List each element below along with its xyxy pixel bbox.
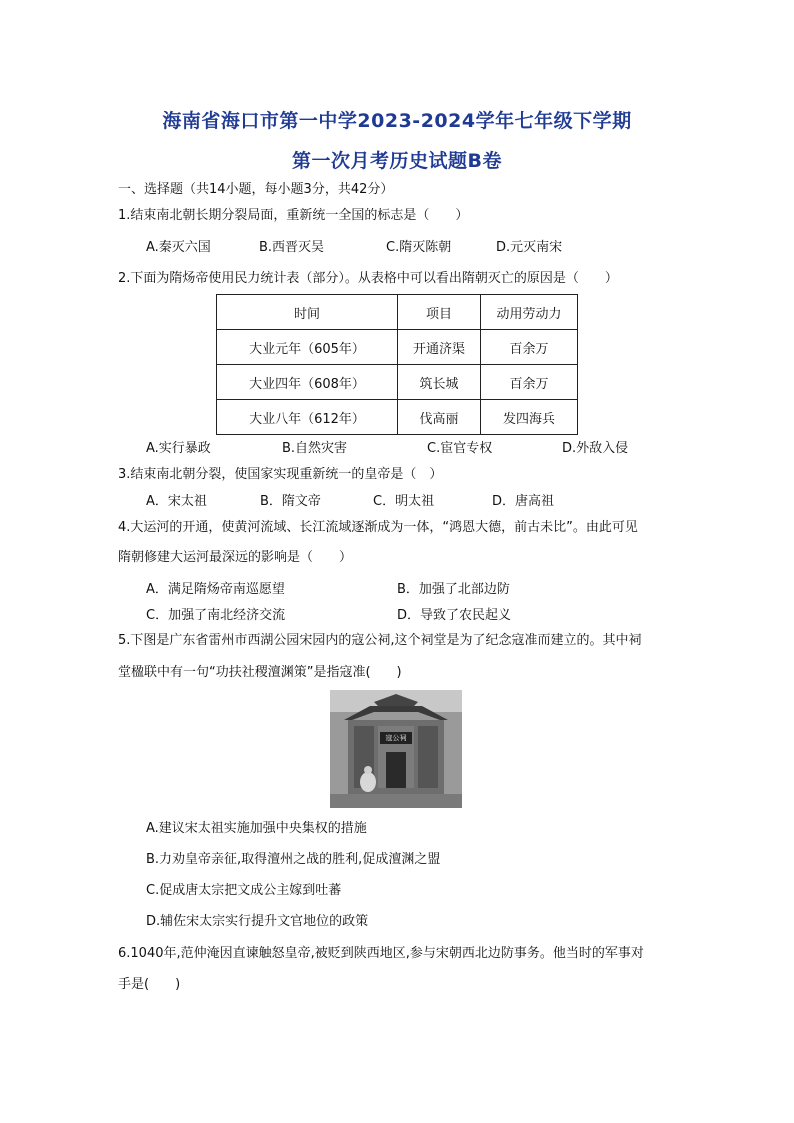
question-6-stem-line2: 手是( )	[118, 977, 181, 992]
question-5-option-c: C.促成唐太宗把文成公主嫁到吐蕃	[146, 883, 342, 898]
table-cell: 伐高丽	[398, 400, 481, 435]
table-cell: 大业四年（608年）	[217, 365, 398, 400]
table-row	[217, 400, 578, 435]
question-5-option-a: A.建议宋太祖实施加强中央集权的措施	[146, 821, 367, 836]
labor-statistics-table	[216, 294, 578, 435]
shrine-illustration	[330, 690, 462, 808]
question-2-option-b: B.自然灾害	[282, 441, 348, 456]
question-3-option-a: A．宋太祖	[146, 494, 207, 509]
shrine-plaque: 寇公祠	[385, 734, 407, 742]
question-2-option-a: A.实行暴政	[146, 441, 211, 456]
question-3-option-d: D．唐高祖	[492, 494, 555, 509]
table-cell: 百余万	[481, 365, 578, 400]
question-5-option-d: D.辅佐宋太宗实行提升文官地位的政策	[146, 914, 369, 929]
question-4-stem-line2: 隋朝修建大运河最深远的影响是（ ）	[118, 550, 353, 565]
table-header-cell: 时间	[217, 295, 398, 330]
kougong-shrine-photo	[330, 690, 462, 808]
table-cell: 大业元年（605年）	[217, 330, 398, 365]
question-1-option-c: C.隋灭陈朝	[386, 240, 452, 255]
question-1-stem: 1.结束南北朝长期分裂局面，重新统一全国的标志是（ ）	[118, 208, 469, 223]
question-3-option-b: B．隋文帝	[260, 494, 321, 509]
question-4-option-d: D．导致了农民起义	[397, 608, 512, 623]
table-cell: 开通济渠	[398, 330, 481, 365]
question-6-stem-line1: 6.1040年,范仲淹因直谏触怒皇帝,被贬到陕西地区,参与宋朝西北边防事务。他当时的军事对	[118, 946, 644, 961]
question-2-option-c: C.宦官专权	[427, 441, 493, 456]
table-cell: 百余万	[481, 330, 578, 365]
question-2-option-d: D.外敌入侵	[562, 441, 629, 456]
question-4-option-c: C．加强了南北经济交流	[146, 608, 286, 623]
table-cell: 大业八年（612年）	[217, 400, 398, 435]
question-3-stem: 3.结束南北朝分裂，使国家实现重新统一的皇帝是（ ）	[118, 467, 443, 482]
table-header-cell: 项目	[398, 295, 481, 330]
question-1-option-d: D.元灭南宋	[496, 240, 563, 255]
question-3-option-c: C．明太祖	[373, 494, 435, 509]
question-4-option-a: A．满足隋炀帝南巡愿望	[146, 582, 285, 597]
question-1-option-a: A.秦灭六国	[146, 240, 211, 255]
question-4-option-b: B．加强了北部边防	[397, 582, 510, 597]
table-row	[217, 330, 578, 365]
table-cell: 筑长城	[398, 365, 481, 400]
question-1-option-b: B.西晋灭吴	[259, 240, 325, 255]
exam-title-line2: 第一次月考历史试题B卷	[292, 150, 502, 172]
table-row	[217, 365, 578, 400]
exam-title-line1: 海南省海口市第一中学2023-2024学年七年级下学期	[162, 110, 632, 132]
question-5-stem-line1: 5.下图是广东省雷州市西湖公园宋园内的寇公祠,这个祠堂是为了纪念寇准而建立的。其中祠	[118, 633, 642, 648]
question-5-stem-line2: 堂楹联中有一句“功扶社稷澶渊策”是指寇准( )	[118, 665, 402, 680]
section-heading: 一、选择题（共14小题，每小题3分，共42分）	[118, 182, 394, 197]
table-header-row	[217, 295, 578, 330]
question-4-stem-line1: 4.大运河的开通，使黄河流域、长江流域逐渐成为一体，“鸿恩大德，前古未比”。由此可见	[118, 520, 638, 535]
table-cell: 发四海兵	[481, 400, 578, 435]
question-5-option-b: B.力劝皇帝亲征,取得澶州之战的胜利,促成澶渊之盟	[146, 852, 441, 867]
question-2-stem: 2.下面为隋炀帝使用民力统计表（部分）。从表格中可以看出隋朝灭亡的原因是（ ）	[118, 271, 618, 286]
table-header-cell: 动用劳动力	[481, 295, 578, 330]
